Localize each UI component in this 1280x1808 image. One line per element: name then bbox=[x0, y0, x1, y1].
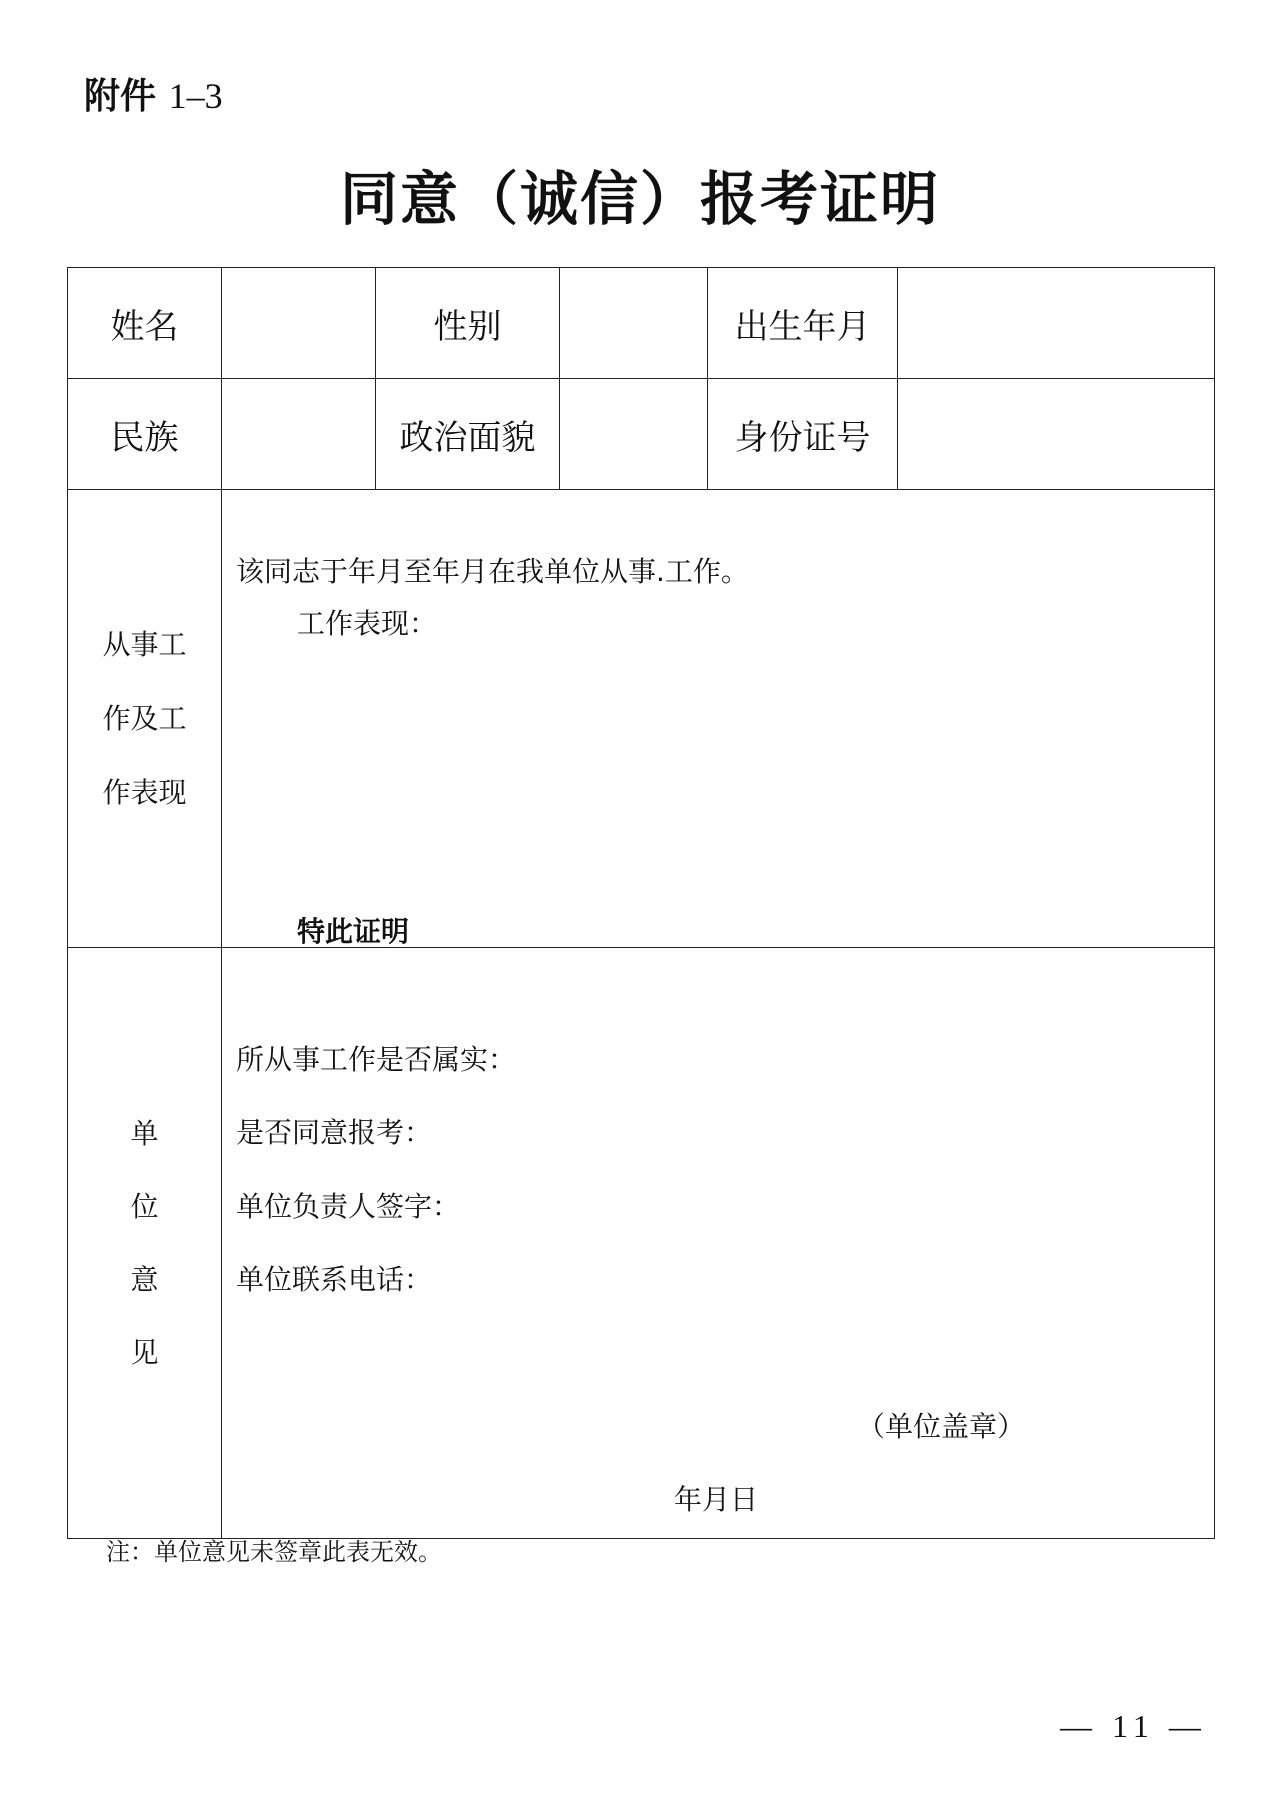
form-row-1 bbox=[68, 268, 1215, 379]
unit-opinion-label bbox=[68, 948, 222, 1539]
attachment-label bbox=[84, 68, 223, 119]
unit-opinion-row bbox=[68, 948, 1215, 1539]
name-label: 姓名 bbox=[68, 268, 222, 379]
seal-label: （单位盖章） bbox=[857, 1410, 1026, 1443]
work-label-line-3: 作表现 bbox=[102, 775, 187, 809]
gender-label: 性别 bbox=[376, 268, 560, 379]
page-number: — 11 — bbox=[1060, 1708, 1207, 1744]
ethnicity-label: 民族 bbox=[68, 379, 222, 490]
agree-question: 是否同意报考： bbox=[236, 1116, 433, 1149]
birth-date-field[interactable] bbox=[898, 268, 1215, 379]
work-performance-label-text: 工作表现： bbox=[297, 607, 438, 640]
id-number-label: 身份证号 bbox=[708, 379, 898, 490]
work-true-question: 所从事工作是否属实： bbox=[236, 1043, 517, 1076]
phone-label: 单位联系电话： bbox=[236, 1263, 433, 1296]
ethnicity-field[interactable] bbox=[222, 379, 376, 490]
gender-field[interactable] bbox=[560, 268, 708, 379]
unit-opinion-char-2: 位 bbox=[130, 1190, 159, 1223]
date-label: 年月日 bbox=[674, 1483, 759, 1516]
certify-text: 特此证明 bbox=[297, 915, 410, 948]
work-performance-label bbox=[68, 490, 222, 948]
form-row-2 bbox=[68, 379, 1215, 490]
unit-opinion-content[interactable] bbox=[222, 948, 1215, 1539]
political-status-field[interactable] bbox=[560, 379, 708, 490]
unit-opinion-char-3: 意 bbox=[130, 1263, 159, 1296]
work-label-line-2: 作及工 bbox=[102, 701, 187, 735]
application-form-table bbox=[67, 267, 1215, 1539]
attachment-prefix: 附件 bbox=[84, 76, 157, 117]
unit-opinion-char-4: 见 bbox=[130, 1336, 159, 1369]
name-field[interactable] bbox=[222, 268, 376, 379]
birth-date-label: 出生年月 bbox=[708, 268, 898, 379]
work-intro-text: 该同志于年月至年月在我单位从事.工作。 bbox=[236, 555, 749, 588]
footnote: 注：单位意见未签章此表无效。 bbox=[106, 1538, 442, 1566]
unit-opinion-char-1: 单 bbox=[130, 1117, 159, 1150]
page-title: 同意（诚信）报考证明 bbox=[339, 165, 940, 233]
attachment-number: 1–3 bbox=[168, 76, 223, 116]
work-label-line-1: 从事工 bbox=[102, 627, 187, 661]
work-performance-row bbox=[68, 490, 1215, 948]
signature-label: 单位负责人签字： bbox=[236, 1190, 461, 1223]
work-performance-content[interactable] bbox=[222, 490, 1215, 948]
id-number-field[interactable] bbox=[898, 379, 1215, 490]
political-status-label: 政治面貌 bbox=[376, 379, 560, 490]
